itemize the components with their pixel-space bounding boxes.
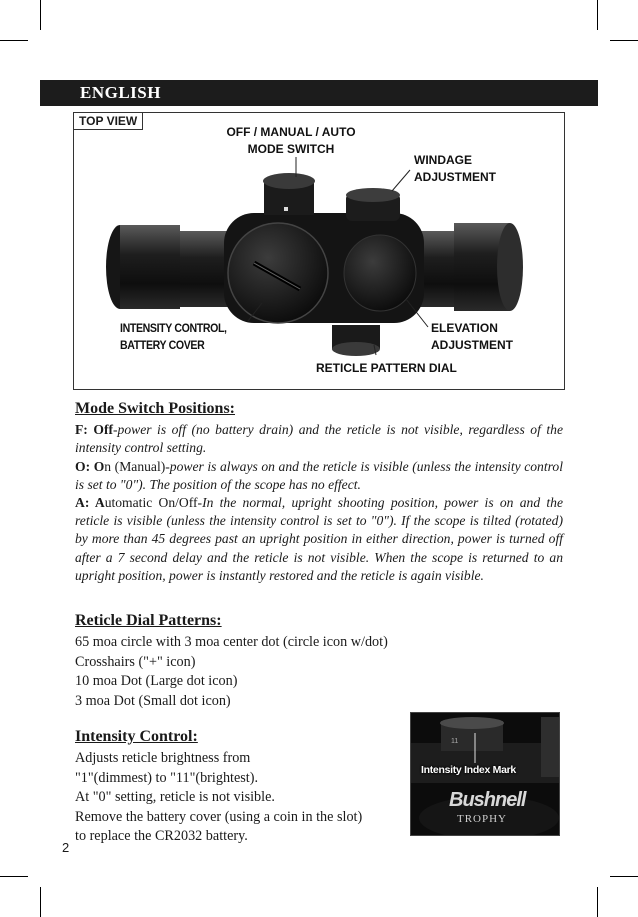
mode-switch-callout xyxy=(221,124,361,158)
scope-figure xyxy=(73,112,565,390)
intensity-heading: Intensity Control: xyxy=(75,728,198,745)
crop-mark xyxy=(597,887,598,917)
mode-off-paragraph xyxy=(75,421,563,457)
crop-mark xyxy=(597,0,598,30)
mode-auto-key: A: A xyxy=(75,495,105,511)
intensity-callout xyxy=(120,321,227,355)
mode-switch-section xyxy=(75,400,563,585)
callout-line: ADJUSTMENT xyxy=(431,338,514,352)
callout-line: MODE SWITCH xyxy=(247,142,335,156)
reticle-section xyxy=(75,612,563,712)
mode-auto-paragraph xyxy=(75,494,563,585)
list-item: 10 moa Dot (Large dot icon) xyxy=(75,673,238,690)
list-item: Crosshairs ("+" icon) xyxy=(75,653,196,670)
mode-off-key: F: O xyxy=(75,422,104,438)
mode-off-text: -power is off (no battery drain) and the reticle is not visible, regardless of the intensity control setting. xyxy=(75,422,563,456)
top-view-label: TOP VIEW xyxy=(74,113,143,130)
list-item: 3 moa Dot (Small dot icon) xyxy=(75,692,231,709)
list-item: Adjusts reticle brightness from xyxy=(75,750,251,766)
list-item: 65 moa circle with 3 moa center dot (circle icon w/dot) xyxy=(75,634,388,651)
mode-on-key: O: O xyxy=(75,458,105,474)
elevation-callout xyxy=(431,320,513,354)
callout-line: OFF / MANUAL / AUTO xyxy=(226,125,356,139)
crop-mark xyxy=(40,0,41,30)
intensity-photo xyxy=(410,712,560,836)
callout-line: WINDAGE xyxy=(414,153,472,167)
mode-on-label: n (Manual)- xyxy=(104,458,170,474)
intensity-index-mark-label: Intensity Index Mark xyxy=(421,764,516,776)
crop-mark xyxy=(0,876,28,877)
callout-line: ADJUSTMENT xyxy=(414,170,497,184)
callout-line: ELEVATION xyxy=(431,321,498,335)
language-header xyxy=(40,80,598,106)
page-number: 2 xyxy=(62,840,70,855)
callout-line: BATTERY COVER xyxy=(120,340,205,352)
mode-on-paragraph xyxy=(75,458,563,494)
crop-mark xyxy=(610,40,638,41)
list-item: At "0" setting, reticle is not visible. xyxy=(75,789,275,806)
mode-switch-heading: Mode Switch Positions: xyxy=(75,400,235,417)
windage-callout xyxy=(414,152,496,186)
crop-mark xyxy=(610,876,638,877)
reticle-dial-callout: RETICLE PATTERN DIAL xyxy=(316,361,457,375)
model-logo: TROPHY xyxy=(457,813,508,825)
crop-mark xyxy=(0,40,28,41)
brand-logo: Bushnell xyxy=(449,789,526,811)
intensity-section xyxy=(75,728,405,847)
crop-mark xyxy=(40,887,41,917)
language-label: ENGLISH xyxy=(80,83,161,102)
callout-line: INTENSITY CONTROL, xyxy=(120,323,227,335)
reticle-heading: Reticle Dial Patterns: xyxy=(75,612,222,629)
mode-auto-label: utomatic On/Off- xyxy=(104,495,203,511)
svg-text:11: 11 xyxy=(451,738,459,745)
list-item: Remove the battery cover (using a coin in the slot) xyxy=(75,808,363,825)
mode-off-key-rest: ff xyxy=(103,422,113,438)
list-item: "1"(dimmest) to "11"(brightest). xyxy=(75,769,259,786)
mode-on-text: power is always on and the reticle is visible (unless the intensity control is set to "0"). The position of the scope has no effect. xyxy=(75,458,563,492)
list-item: to replace the CR2032 battery. xyxy=(75,828,248,845)
mode-auto-text: In the normal, upright shooting position, power is on and the reticle is visible (unless the intensity control is set to "0"). If the scope is tilted (rotated) by more than 45 degrees past an upright position in either direction, power is turned off after a 7 second delay and the reticle is not visible. When the scope is returned to an upright position, power is instantly restored and the reticle is again visible. xyxy=(75,495,564,583)
